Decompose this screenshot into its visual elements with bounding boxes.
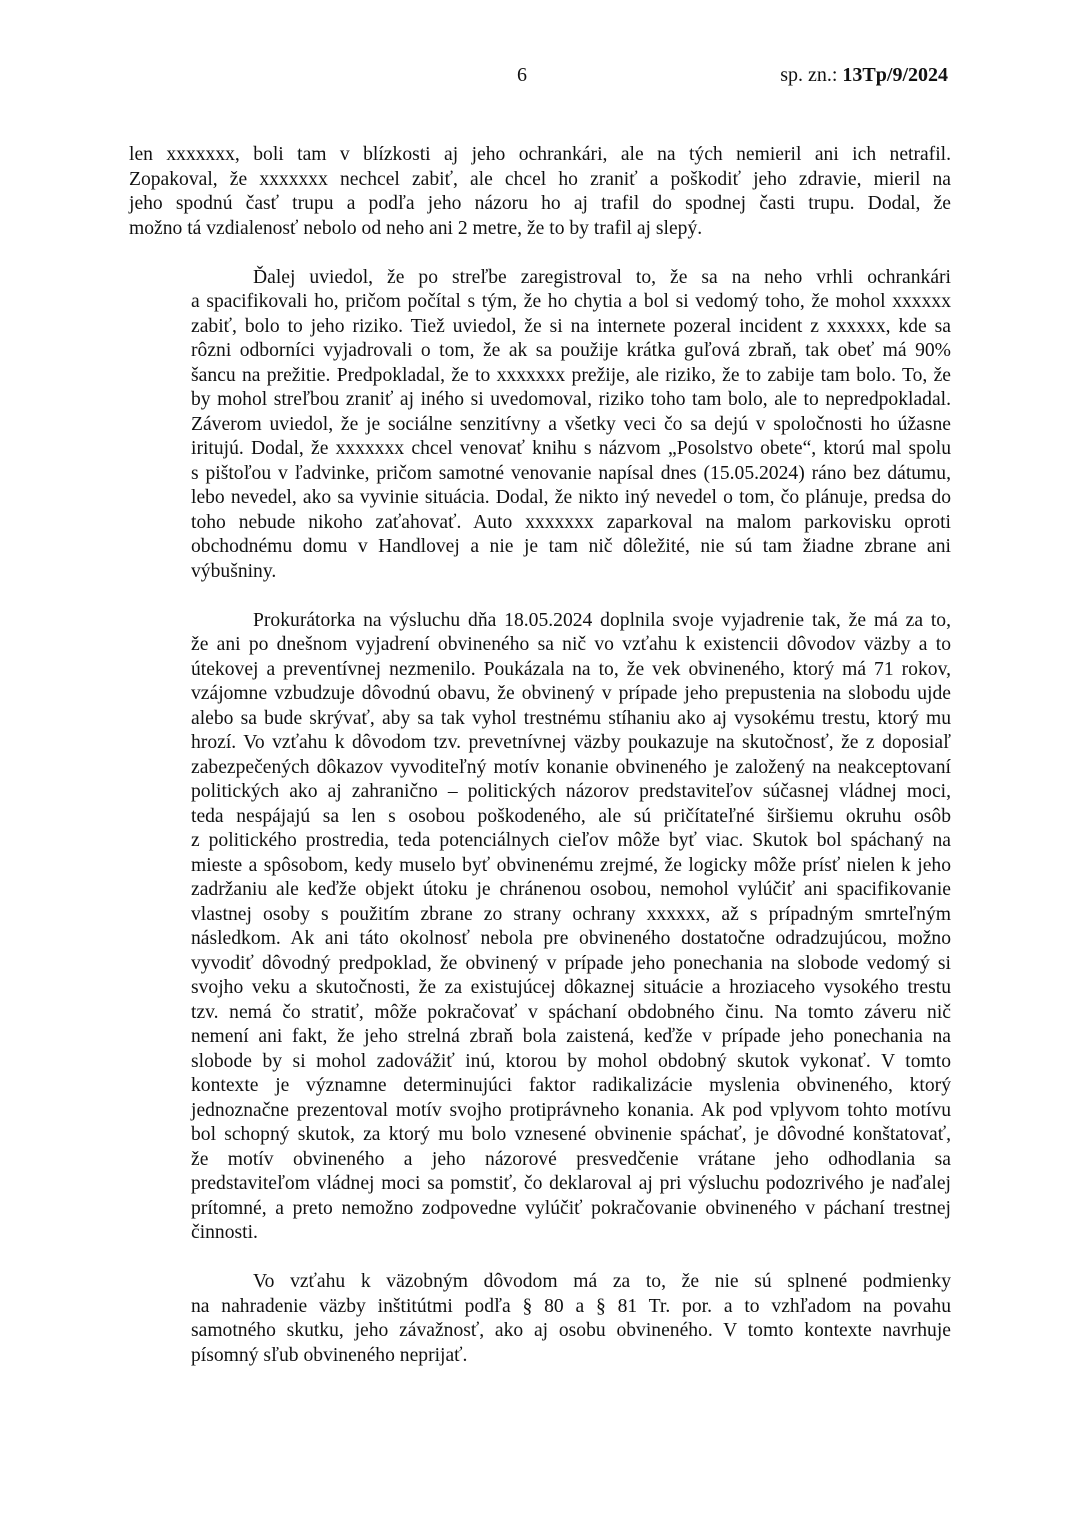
text-line: že ani po dnešnom vyjadrení obvineného sa nič vo vzťahu k existencii dôvodov väzby a to: [191, 634, 951, 655]
text-line: Prokurátorka na výsluchu dňa 18.05.2024 doplnila svoje vyjadrenie tak, že má za to,: [253, 609, 951, 631]
text-line: vzájomne vzbudzuje dôvodnú obavu, že obvinený v prípade jeho prepustenia na slobodu ujde: [191, 683, 951, 704]
text-line: Záverom uviedol, že je sociálne senzitívny a všetky veci čo sa dejú v spoločnosti ho úžasne: [191, 413, 951, 435]
text-line: kontexte je významne determinujúci faktor radikalizácie myslenia obvineného, ktorý: [191, 1075, 951, 1096]
text-line: lebo nevedel, ako sa vyvinie situácia. Dodal, že nikto iný nevedel o tom, čo plánuje, predsa do: [191, 487, 951, 508]
text-line: samotného skutku, jeho závažnosť, ako aj osobu obvineného. V tomto kontexte navrhuje: [191, 1320, 951, 1341]
paragraph: [129, 609, 951, 1246]
text-line: len xxxxxxx, boli tam v blízkosti aj jeho ochrankári, ale na tých nemieril ani ich netrafil.: [129, 144, 951, 165]
text-line: zabiť, bolo to jeho riziko. Tiež uviedol, že si na internete pozeral incident z xxxxxx, kde sa: [191, 315, 951, 337]
text-line: hrozí. Vo vzťahu k dôvodom tzv. prevetnívnej väzby poukazuje na skutočnosť, že z doposiaľ: [191, 732, 951, 753]
text-line: činnosti.: [191, 1222, 258, 1243]
text-line: toho nebude nikoho zaťahovať. Auto xxxxxxx zaparkoval na malom parkovisku oproti: [191, 511, 951, 533]
text-line: tzv. nemá čo stratiť, môže pokračovať v spáchaní obdobného činu. Na tomto záveru nič: [191, 1001, 951, 1023]
page-number: 6: [517, 64, 527, 86]
text-line: následkom. Ak ani táto okolnosť nebola pre obvineného dostatočne odradzujúcou, možno: [191, 928, 951, 949]
paragraph: [129, 1270, 951, 1368]
text-line: svojho veku a skutočnosti, že za existujúcej dôkaznej situácie a hroziaceho vysokého trestu: [191, 977, 951, 998]
text-line: politických ako aj zahraničnо – politických názorov predstaviteľov súčasnej vládnej moci,: [191, 781, 951, 802]
text-line: že motív obvineného a jeho názorové presvedčenie vrátane jeho odhodlania sa: [191, 1148, 951, 1170]
paragraph: [129, 143, 951, 241]
text-line: by mohol streľbou zraniť aj iného si uvedomoval, riziko toho tam bolo, ale to nepredpokladal.: [191, 389, 951, 410]
text-line: Vo vzťahu k väzobným dôvodom má za to, že nie sú splnené podmienky: [253, 1271, 951, 1292]
text-line: a spacifikovali ho, pričom počítal s tým, že ho chytia a bol si vedomý toho, že mohol xxxxxx: [191, 291, 951, 312]
text-line: mieste a spôsobom, kedy muselo byť obvinenému zrejmé, že logicky môže prísť nielen k jeho: [191, 854, 951, 876]
case-ref-value: 13Tp/9/2024: [842, 64, 948, 86]
text-line: jednoznačne prezentoval motív svojho protiprávneho konania. Ak pod vplyvom tohto motívu: [191, 1099, 951, 1121]
case-reference: [780, 64, 948, 87]
text-line: bol schopný skutok, za ktorý mu bolo vznesené obvinenie spáchať, je dôvodné konštatovať,: [191, 1124, 951, 1145]
text-line: predstaviteľom vládnej moci sa pomstiť, čo deklaroval aj pri výsluchu podozrivého je naďalej: [191, 1173, 951, 1194]
text-line: teda nespájajú sa len s osobou poškodeného, ale sú pričítateľné širšiemu okruhu osôb: [191, 805, 951, 827]
text-line: Ďalej uviedol, že po streľbe zaregistroval to, že sa na neho vrhli ochrankári: [253, 266, 951, 288]
text-line: z politického prostredia, teda potenciálnych cieľov môže byť viac. Skutok bol spáchaný na: [191, 830, 951, 851]
text-line: nemení ani fakt, že jeho strelná zbraň bola zaistená, keďže v prípade jeho ponechania na: [191, 1026, 951, 1047]
text-line: alebo sa bude skrývať, aby sa tak vyhol trestnému stíhaniu ako aj vysokému trestu, ktorý mu: [191, 707, 951, 729]
document-body: [129, 143, 951, 1393]
text-line: zabezpečených dôkazov vyvoditeľný motív konanie obvineného je založený na neakceptovaní: [191, 756, 951, 778]
text-line: rôzni odborníci vyjadrovali o tom, že ak sa použije krátka guľová zbraň, tak obeť má 90%: [191, 340, 951, 361]
text-line: šancu na prežitie. Predpokladal, že to xxxxxxx prežije, ale riziko, že to zabije tam bolo. To, že: [191, 364, 951, 386]
text-line: útekovej a preventívnej nezmenilo. Poukázala na to, že vek obvineného, ktorý má 71 rokov,: [191, 658, 951, 680]
text-line: slobode by si mohol zadovážiť inú, ktorou by mohol obdobný skutok vykonať. V tomto: [191, 1050, 951, 1072]
text-line: jeho spodnú časť trupu a podľa jeho názoru ho aj trafil do spodnej časti trupu. Dodal, že: [129, 193, 951, 214]
text-line: možno tá vzdialenosť nebolo od neho ani 2 metre, že to by trafil aj slepý.: [129, 217, 703, 239]
text-line: na nahradenie väzby inštitútmi podľa § 80 a § 81 Tr. por. a to vzhľadom na povahu: [191, 1295, 951, 1317]
text-line: výbušniny.: [191, 560, 277, 582]
text-line: vlastnej osoby s použitím zbrane zo strany ochrany xxxxxx, až s prípadným smrteľným: [191, 903, 951, 925]
text-line: iritujú. Dodal, že xxxxxxx chcel venovať knihu s názvom „Posolstvo obete“, ktorú mal spolu: [191, 438, 951, 459]
text-line: prítomné, a preto nemožno zodpovedne vylúčiť pokračovanie obvineného v páchaní trestnej: [191, 1197, 951, 1219]
text-line: s pištoľou v ľadvinke, pričom samotné venovanie napísal dnes (15.05.2024) ráno bez dátumu,: [191, 462, 951, 484]
text-line: písomný sľub obvineného neprijať.: [191, 1344, 468, 1366]
case-ref-label: sp. zn.:: [780, 64, 843, 86]
text-line: obchodnému domu v Handlovej a nie je tam nič dôležité, nie sú tam žiadne zbrane ani: [191, 536, 951, 557]
text-line: zadržaniu ale keďže objekt útoku je chránenou osobou, nemohol vylúčiť ani spacifikovanie: [191, 879, 951, 900]
text-line: vyvodiť dôvodný predpoklad, že obvinený v prípade jeho ponechania na slobode vedomý si: [191, 952, 951, 974]
text-line: Zopakoval, že xxxxxxx nechcel zabiť, ale chcel ho zraniť a poškodiť jeho zdravie, mieril na: [129, 168, 951, 190]
paragraph: [129, 266, 951, 585]
